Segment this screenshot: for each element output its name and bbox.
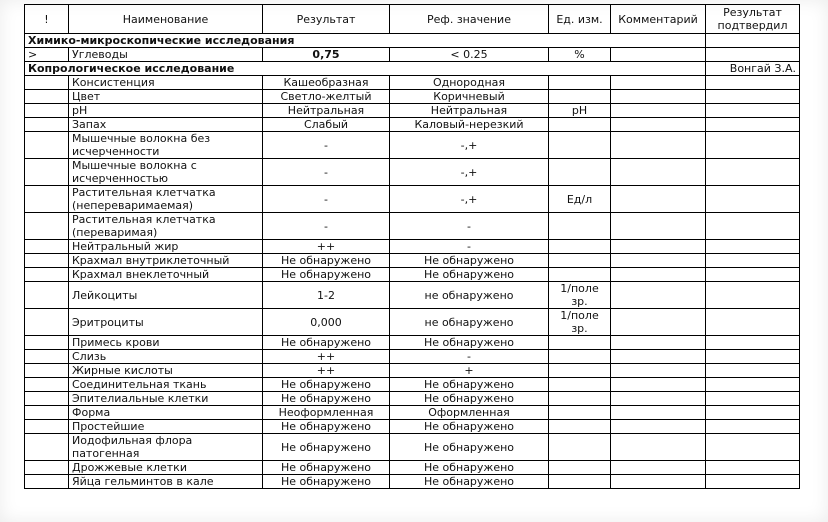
cell-flag: [25, 475, 69, 489]
section-confirmed-by: Вонгай З.А.: [706, 62, 800, 76]
cell-comment: [611, 118, 706, 132]
cell-confirmed: [706, 378, 800, 392]
cell-unit: [549, 132, 611, 159]
cell-comment: [611, 132, 706, 159]
cell-result: Кашеобразная: [263, 76, 390, 90]
cell-flag: [25, 336, 69, 350]
cell-name: Растительная клетчатка (переваримая): [69, 213, 263, 240]
table-row: [25, 282, 800, 309]
cell-name: Форма: [69, 406, 263, 420]
cell-confirmed: [706, 420, 800, 434]
cell-unit: 1/поле зр.: [549, 309, 611, 336]
cell-ref: Не обнаружено: [390, 336, 549, 350]
cell-confirmed: [706, 309, 800, 336]
cell-name: Лейкоциты: [69, 282, 263, 309]
cell-name: Соединительная ткань: [69, 378, 263, 392]
section-confirmed-by: [706, 34, 800, 48]
cell-unit: [549, 118, 611, 132]
cell-name: Цвет: [69, 90, 263, 104]
cell-unit: %: [549, 48, 611, 62]
cell-ref: Коричневый: [390, 90, 549, 104]
cell-ref: -,+: [390, 132, 549, 159]
cell-ref: Не обнаружено: [390, 420, 549, 434]
header-unit: Ед. изм.: [549, 5, 611, 34]
cell-ref: -,+: [390, 159, 549, 186]
cell-flag: [25, 240, 69, 254]
cell-ref: Не обнаружено: [390, 254, 549, 268]
cell-unit: [549, 420, 611, 434]
cell-ref: Однородная: [390, 76, 549, 90]
cell-flag: [25, 254, 69, 268]
table-row: [25, 309, 800, 336]
cell-ref: -,+: [390, 186, 549, 213]
cell-ref: не обнаружено: [390, 282, 549, 309]
cell-result: Светло-желтый: [263, 90, 390, 104]
table-row: [25, 118, 800, 132]
section-title: Химико-микроскопические исследования: [25, 34, 706, 48]
cell-name: Эритроциты: [69, 309, 263, 336]
cell-flag: [25, 186, 69, 213]
cell-confirmed: [706, 475, 800, 489]
cell-unit: 1/поле зр.: [549, 282, 611, 309]
cell-confirmed: [706, 213, 800, 240]
table-row: [25, 254, 800, 268]
cell-comment: [611, 461, 706, 475]
cell-comment: [611, 364, 706, 378]
cell-flag: [25, 378, 69, 392]
cell-name: Крахмал внеклеточный: [69, 268, 263, 282]
cell-confirmed: [706, 350, 800, 364]
cell-name: Крахмал внутриклеточный: [69, 254, 263, 268]
cell-comment: [611, 104, 706, 118]
cell-confirmed: [706, 268, 800, 282]
cell-result: 0,75: [263, 48, 390, 62]
table-row: [25, 186, 800, 213]
table-row: [25, 132, 800, 159]
cell-comment: [611, 213, 706, 240]
cell-ref: +: [390, 364, 549, 378]
cell-unit: [549, 76, 611, 90]
section-title: Копрологическое исследование: [25, 62, 706, 76]
cell-confirmed: [706, 76, 800, 90]
cell-confirmed: [706, 159, 800, 186]
table-row: [25, 350, 800, 364]
cell-name: Простейшие: [69, 420, 263, 434]
table-row: [25, 213, 800, 240]
cell-unit: [549, 392, 611, 406]
table-row: [25, 406, 800, 420]
cell-flag: [25, 392, 69, 406]
section-row: [25, 62, 800, 76]
section-row: [25, 34, 800, 48]
table-row: [25, 336, 800, 350]
cell-name: Яйца гельминтов в кале: [69, 475, 263, 489]
cell-confirmed: [706, 48, 800, 62]
cell-comment: [611, 90, 706, 104]
table-row: [25, 76, 800, 90]
cell-result: Слабый: [263, 118, 390, 132]
cell-unit: [549, 378, 611, 392]
cell-result: -: [263, 213, 390, 240]
cell-flag: [25, 213, 69, 240]
cell-name: pH: [69, 104, 263, 118]
cell-result: Не обнаружено: [263, 392, 390, 406]
cell-result: Неоформленная: [263, 406, 390, 420]
cell-ref: Не обнаружено: [390, 378, 549, 392]
cell-comment: [611, 434, 706, 461]
cell-ref: Не обнаружено: [390, 434, 549, 461]
cell-name: Дрожжевые клетки: [69, 461, 263, 475]
cell-result: Не обнаружено: [263, 461, 390, 475]
cell-result: ++: [263, 240, 390, 254]
cell-ref: < 0.25: [390, 48, 549, 62]
cell-flag: [25, 420, 69, 434]
header-result: Результат: [263, 5, 390, 34]
cell-comment: [611, 309, 706, 336]
cell-name: Мышечные волокна без исчерченности: [69, 132, 263, 159]
cell-comment: [611, 48, 706, 62]
cell-flag: [25, 434, 69, 461]
cell-result: Не обнаружено: [263, 475, 390, 489]
cell-result: Не обнаружено: [263, 420, 390, 434]
cell-confirmed: [706, 186, 800, 213]
cell-unit: [549, 461, 611, 475]
cell-result: ++: [263, 364, 390, 378]
cell-comment: [611, 392, 706, 406]
header-name: Наименование: [69, 5, 263, 34]
cell-ref: Не обнаружено: [390, 461, 549, 475]
cell-confirmed: [706, 282, 800, 309]
header-ref: Реф. значение: [390, 5, 549, 34]
cell-name: Растительная клетчатка (непереваримаемая): [69, 186, 263, 213]
cell-unit: [549, 268, 611, 282]
cell-unit: [549, 159, 611, 186]
cell-name: Нейтральный жир: [69, 240, 263, 254]
cell-flag: [25, 364, 69, 378]
table-row: [25, 159, 800, 186]
cell-result: 1-2: [263, 282, 390, 309]
cell-confirmed: [706, 118, 800, 132]
cell-result: Не обнаружено: [263, 378, 390, 392]
cell-result: Не обнаружено: [263, 254, 390, 268]
cell-confirmed: [706, 406, 800, 420]
cell-flag: [25, 132, 69, 159]
cell-flag: [25, 282, 69, 309]
cell-ref: не обнаружено: [390, 309, 549, 336]
cell-confirmed: [706, 254, 800, 268]
cell-confirmed: [706, 104, 800, 118]
cell-flag: [25, 268, 69, 282]
table-row: [25, 392, 800, 406]
table-row: [25, 461, 800, 475]
cell-flag: [25, 90, 69, 104]
cell-unit: [549, 254, 611, 268]
cell-confirmed: [706, 461, 800, 475]
cell-comment: [611, 268, 706, 282]
cell-flag: [25, 461, 69, 475]
cell-unit: [549, 406, 611, 420]
cell-result: 0,000: [263, 309, 390, 336]
cell-unit: [549, 240, 611, 254]
cell-flag: [25, 76, 69, 90]
cell-confirmed: [706, 392, 800, 406]
cell-result: Не обнаружено: [263, 268, 390, 282]
cell-flag: [25, 309, 69, 336]
cell-result: -: [263, 159, 390, 186]
cell-comment: [611, 336, 706, 350]
cell-result: -: [263, 186, 390, 213]
cell-comment: [611, 350, 706, 364]
cell-name: Углеводы: [69, 48, 263, 62]
table-row: [25, 364, 800, 378]
cell-result: Не обнаружено: [263, 336, 390, 350]
results-table: [24, 4, 800, 489]
cell-result: -: [263, 132, 390, 159]
cell-unit: [549, 213, 611, 240]
table-body: [25, 34, 800, 489]
cell-unit: pH: [549, 104, 611, 118]
cell-unit: Ед/л: [549, 186, 611, 213]
cell-unit: [549, 364, 611, 378]
cell-comment: [611, 475, 706, 489]
cell-comment: [611, 254, 706, 268]
table-row: [25, 378, 800, 392]
cell-flag: [25, 104, 69, 118]
cell-ref: Нейтральная: [390, 104, 549, 118]
cell-ref: -: [390, 213, 549, 240]
cell-name: Эпителиальные клетки: [69, 392, 263, 406]
cell-confirmed: [706, 240, 800, 254]
cell-confirmed: [706, 90, 800, 104]
table-row: [25, 90, 800, 104]
table-row: [25, 104, 800, 118]
cell-confirmed: [706, 132, 800, 159]
cell-unit: [549, 90, 611, 104]
cell-ref: -: [390, 240, 549, 254]
cell-flag: [25, 159, 69, 186]
cell-confirmed: [706, 364, 800, 378]
cell-name: Жирные кислоты: [69, 364, 263, 378]
cell-name: Примесь крови: [69, 336, 263, 350]
cell-name: Слизь: [69, 350, 263, 364]
cell-result: Не обнаружено: [263, 434, 390, 461]
cell-ref: Каловый-нерезкий: [390, 118, 549, 132]
cell-ref: Оформленная: [390, 406, 549, 420]
cell-name: Запах: [69, 118, 263, 132]
cell-flag: >: [25, 48, 69, 62]
cell-ref: -: [390, 350, 549, 364]
cell-ref: Не обнаружено: [390, 392, 549, 406]
table-row: [25, 434, 800, 461]
header-flag: !: [25, 5, 69, 34]
cell-confirmed: [706, 336, 800, 350]
cell-comment: [611, 378, 706, 392]
cell-flag: [25, 118, 69, 132]
cell-name: Иодофильная флора патогенная: [69, 434, 263, 461]
cell-comment: [611, 240, 706, 254]
cell-ref: Не обнаружено: [390, 268, 549, 282]
cell-name: Мышечные волокна с исчерченностью: [69, 159, 263, 186]
table-row: [25, 240, 800, 254]
cell-comment: [611, 406, 706, 420]
cell-unit: [549, 475, 611, 489]
cell-result: Нейтральная: [263, 104, 390, 118]
cell-result: ++: [263, 350, 390, 364]
cell-name: Консистенция: [69, 76, 263, 90]
cell-unit: [549, 336, 611, 350]
header-comment: Комментарий: [611, 5, 706, 34]
cell-comment: [611, 420, 706, 434]
table-header-row: [25, 5, 800, 34]
cell-flag: [25, 406, 69, 420]
cell-comment: [611, 186, 706, 213]
table-row: [25, 420, 800, 434]
cell-confirmed: [706, 434, 800, 461]
cell-flag: [25, 350, 69, 364]
cell-comment: [611, 76, 706, 90]
table-row: [25, 475, 800, 489]
cell-ref: Не обнаружено: [390, 475, 549, 489]
cell-unit: [549, 350, 611, 364]
cell-comment: [611, 159, 706, 186]
cell-unit: [549, 434, 611, 461]
table-row: [25, 48, 800, 62]
header-confirmed: Результат подтвердил: [706, 5, 800, 34]
table-row: [25, 268, 800, 282]
cell-comment: [611, 282, 706, 309]
